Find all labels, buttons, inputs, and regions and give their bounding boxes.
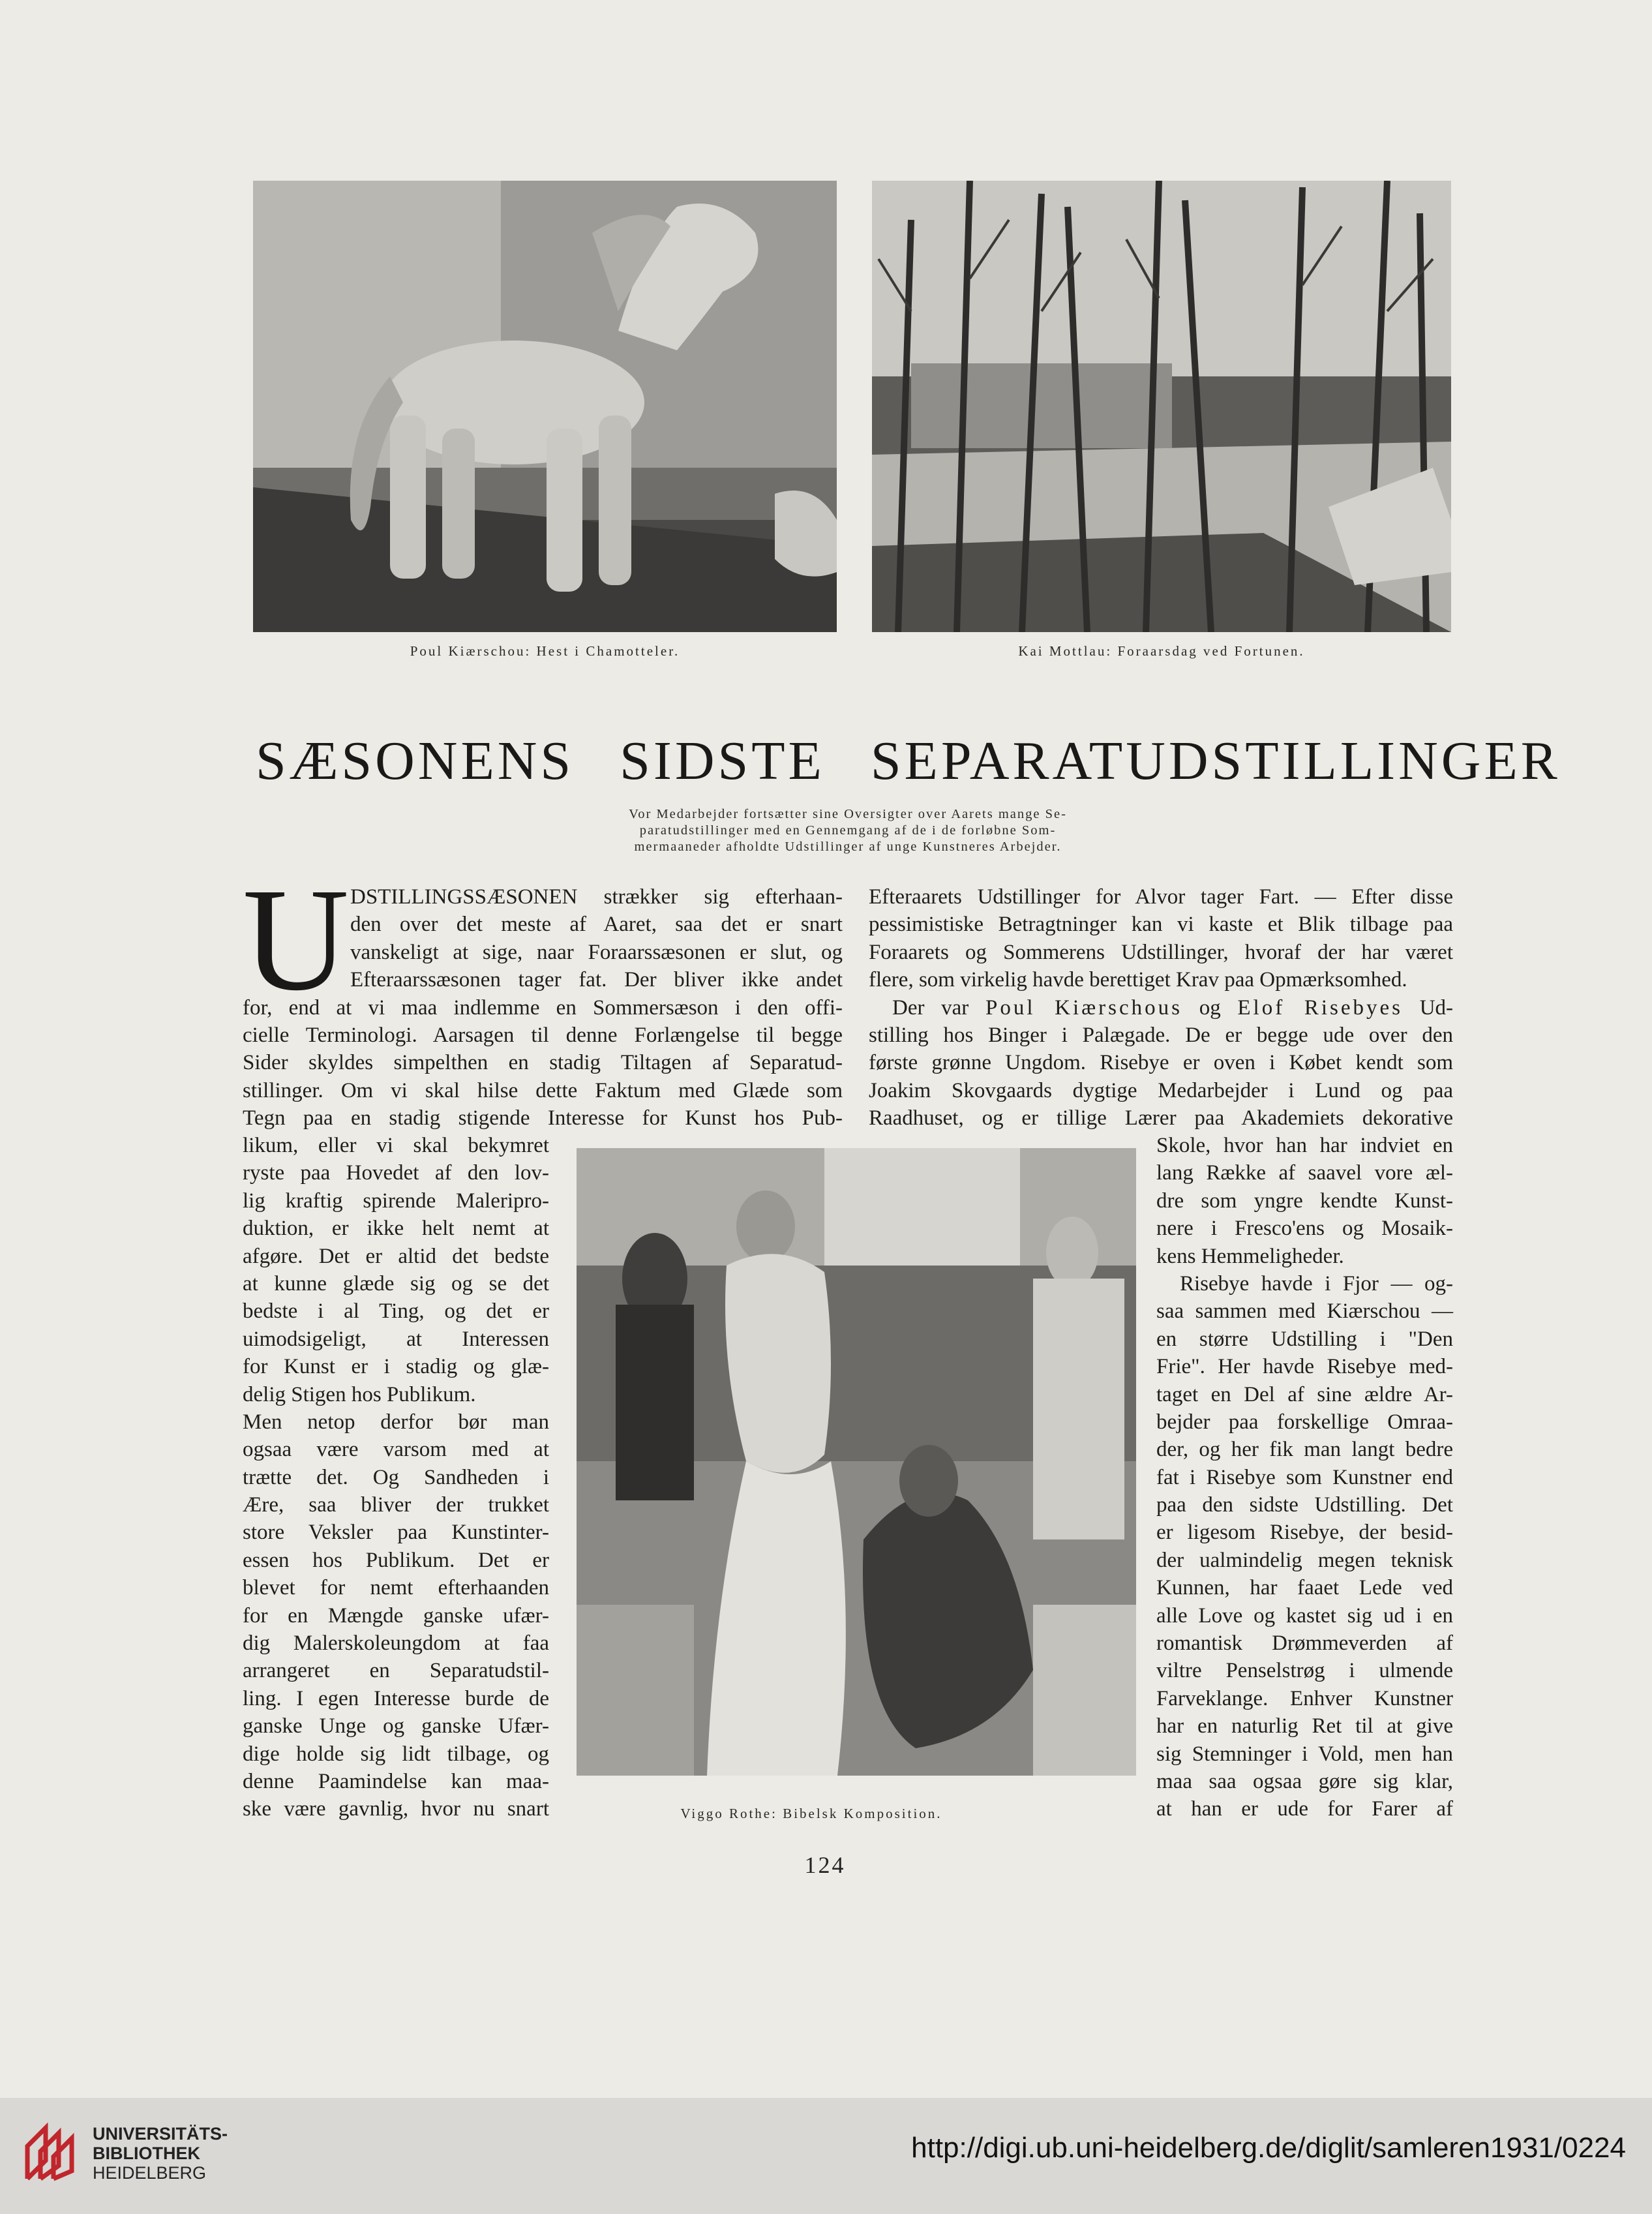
text-line: Farveklange. Enhver Kunstner [1156,1686,1453,1710]
library-name-line: UNIVERSITÄTS- [93,2124,228,2144]
text-fragment: Der var [892,995,969,1020]
text-line: taget en Del af sine ældre Ar- [1156,1382,1453,1406]
text-line: essen hos Publikum. Det er [243,1548,549,1572]
title-word: SEPARATUDSTILLINGER [870,731,1561,791]
text-line: store Veksler paa Kunstinter- [243,1521,549,1545]
text-line: alle Love og kastet sig ud i en [1156,1603,1453,1628]
text-line: Frie". Her havde Risebye med- [1156,1355,1453,1379]
text-line: paa den sidste Udstilling. Det [1156,1493,1453,1517]
text-line: for en Mængde ganske ufær- [243,1603,549,1628]
left-column-top [243,883,843,1132]
text-line: ske være gavnlig, hvor nu snart [243,1797,549,1821]
text-line: for, end at vi maa indlemme en Sommersæson i den offi- [243,995,843,1020]
text-line: lang Række af saavel vore æl- [1156,1161,1453,1185]
text-line: denne Paamindelse kan maa- [243,1769,549,1793]
left-column-narrow [243,1132,549,1823]
text-line: Efteraarets Udstillinger for Alvor tager Fart. — Efter disse [869,885,1453,909]
text-line: en større Udstilling i "Den [1156,1327,1453,1351]
text-line: der ualmindelig megen teknisk [1156,1548,1453,1572]
text-line: romantisk Drømmeverden af [1156,1631,1453,1656]
page-number: 124 [804,1852,846,1878]
right-column-top [869,883,1453,1132]
text-line: at han er ude for Farer af [1156,1797,1453,1821]
text-line: maa saa ogsaa gøre sig klar, [1156,1769,1453,1793]
library-logo-icon [14,2114,93,2192]
text-line: Joakim Skovgaards dygtige Medarbejder i Lund og paa [869,1078,1453,1102]
text-line: bejder paa forskellige Omraa- [1156,1410,1453,1434]
text-line: ryste paa Hovedet af den lov- [243,1161,549,1185]
text-line: stilling hos Binger i Palægade. De er begge ude over den [869,1023,1453,1047]
text-line: viltre Penselstrøg i ulmende [1156,1659,1453,1683]
text-line: trætte det. Og Sandheden i [243,1465,549,1489]
text-line: fat i Risebye som Kunstner end [1156,1465,1453,1489]
text-line: saa sammen med Kiærschou — [1156,1299,1453,1324]
library-name-line: HEIDELBERG [93,2163,207,2183]
article-subtitle [613,806,1083,855]
subtitle-line: paratudstillinger med en Gennemgang af de i de forløbne Som- [639,823,1057,838]
artist-name: Poul Kiærschous [985,995,1182,1020]
library-name [93,2124,228,2183]
text-line: stillinger. Om vi skal hilse dette Faktum med Glæde som [243,1078,843,1102]
library-name-line: BIBLIOTHEK [93,2144,200,2163]
text-line: at kunne glæde sig og se det [243,1271,549,1296]
text-line: nere i Fresco'ens og Mosaik- [1156,1217,1453,1241]
text-line: Efteraarssæsonen tager fat. Der bliver ikke andet [350,968,843,992]
subtitle-line: Vor Medarbejder fortsætter sine Oversigter over Aarets mange Se- [629,807,1067,821]
text-line: Skole, hvor han har indviet en [1156,1134,1453,1157]
text-line: Ære, saa bliver der trukket [243,1493,549,1517]
text-line: Risebye havde i Fjor — og- [1180,1271,1453,1296]
biblical-composition-photo [577,1148,1136,1776]
text-line: Tegn paa en stadig stigende Interesse for Kunst hos Pub- [243,1106,843,1130]
text-line: sig Stemninger i Vold, men han [1156,1742,1453,1766]
spring-day-painting-photo [872,181,1451,632]
text-line: likum, eller vi skal bekymret [243,1134,549,1157]
title-word: SIDSTE [620,731,825,791]
text-line: DSTILLINGSSÆSONEN strækker sig efterhaan- [350,885,843,909]
text-line: delig Stigen hos Publikum. [243,1382,476,1406]
text-line: dige holde sig lidt tilbage, og [243,1742,549,1766]
text-line: har en naturlig Ret til at give [1156,1714,1453,1738]
text-line: blevet for nemt efterhaanden [243,1576,549,1600]
text-line: pessimistiske Betragtninger kan vi kaste et Blik tilbage paa [869,913,1453,937]
text-line: Foraarets og Sommerens Udstillinger, hvoraf der har været [869,940,1453,964]
text-line: Sider skyldes simpelthen en stadig Tiltagen af Separatud- [243,1051,843,1075]
text-line: bedste i al Ting, og det er [243,1299,549,1324]
text-line: cielle Terminologi. Aarsagen til denne Forlængelse til begge [243,1023,843,1047]
text-line: ling. I egen Interesse burde de [243,1686,549,1710]
text-line: den over det meste af Aaret, saa det er snart [350,913,843,937]
text-line: dre som yngre kendte Kunst- [1156,1189,1453,1213]
text-line: afgøre. Det er altid det bedste [243,1244,549,1268]
text-line: første grønne Ungdom. Risebye er oven i Købet kendt som [869,1051,1453,1075]
text-line: for Kunst er i stadig og glæ- [243,1355,549,1379]
artist-name: Elof Risebyes [1237,995,1404,1020]
text-line: ganske Unge og ganske Ufær- [243,1714,549,1738]
text-fragment: og [1199,995,1221,1020]
spring-day-caption: Kai Mottlau: Foraarsdag ved Fortunen. [1018,643,1305,659]
text-line: der, og her fik man langt bedre [1156,1438,1453,1462]
text-line: Men netop derfor bør man [243,1410,549,1434]
subtitle-line: mermaaneder afholdte Udstillinger af unge Kunstneres Arbejder. [634,840,1062,854]
text-line: er ligesom Risebye, der besid- [1156,1521,1453,1545]
text-line: Kunnen, har faaet Lede ved [1156,1576,1453,1600]
text-line: dig Malerskoleungdom at faa [243,1631,549,1656]
text-line: kens Hemmeligheder. [1156,1244,1344,1268]
source-url-link[interactable]: http://digi.ub.uni-heidelberg.de/diglit/samleren1931/0224 [911,2132,1626,2164]
title-word: SÆSONENS [256,731,575,791]
text-line: flere, som virkelig havde berettiget Krav paa Opmærksomhed. [869,968,1407,992]
text-line [869,994,1453,1022]
article-title [241,729,1561,793]
text-line: uimodsigeligt, at Interessen [243,1327,549,1351]
horse-caption: Poul Kiærschou: Hest i Chamotteler. [410,643,680,659]
biblical-composition-caption: Viggo Rothe: Bibelsk Komposition. [680,1806,942,1821]
text-line: lig kraftig spirende Maleripro- [243,1189,549,1213]
right-column-narrow [1156,1132,1453,1823]
drop-cap: U [243,858,350,1021]
text-line: duktion, er ikke helt nemt at [243,1217,549,1241]
text-line: vanskeligt at sige, naar Foraarssæsonen er slut, og [350,940,843,964]
text-fragment: Ud- [1419,995,1454,1020]
horse-sculpture-photo [253,181,837,632]
text-line: Raadhuset, og er tillige Lærer paa Akademiets dekorative [869,1106,1453,1130]
text-line: ogsaa være varsom med at [243,1438,549,1462]
text-line: arrangeret en Separatudstil- [243,1659,549,1683]
